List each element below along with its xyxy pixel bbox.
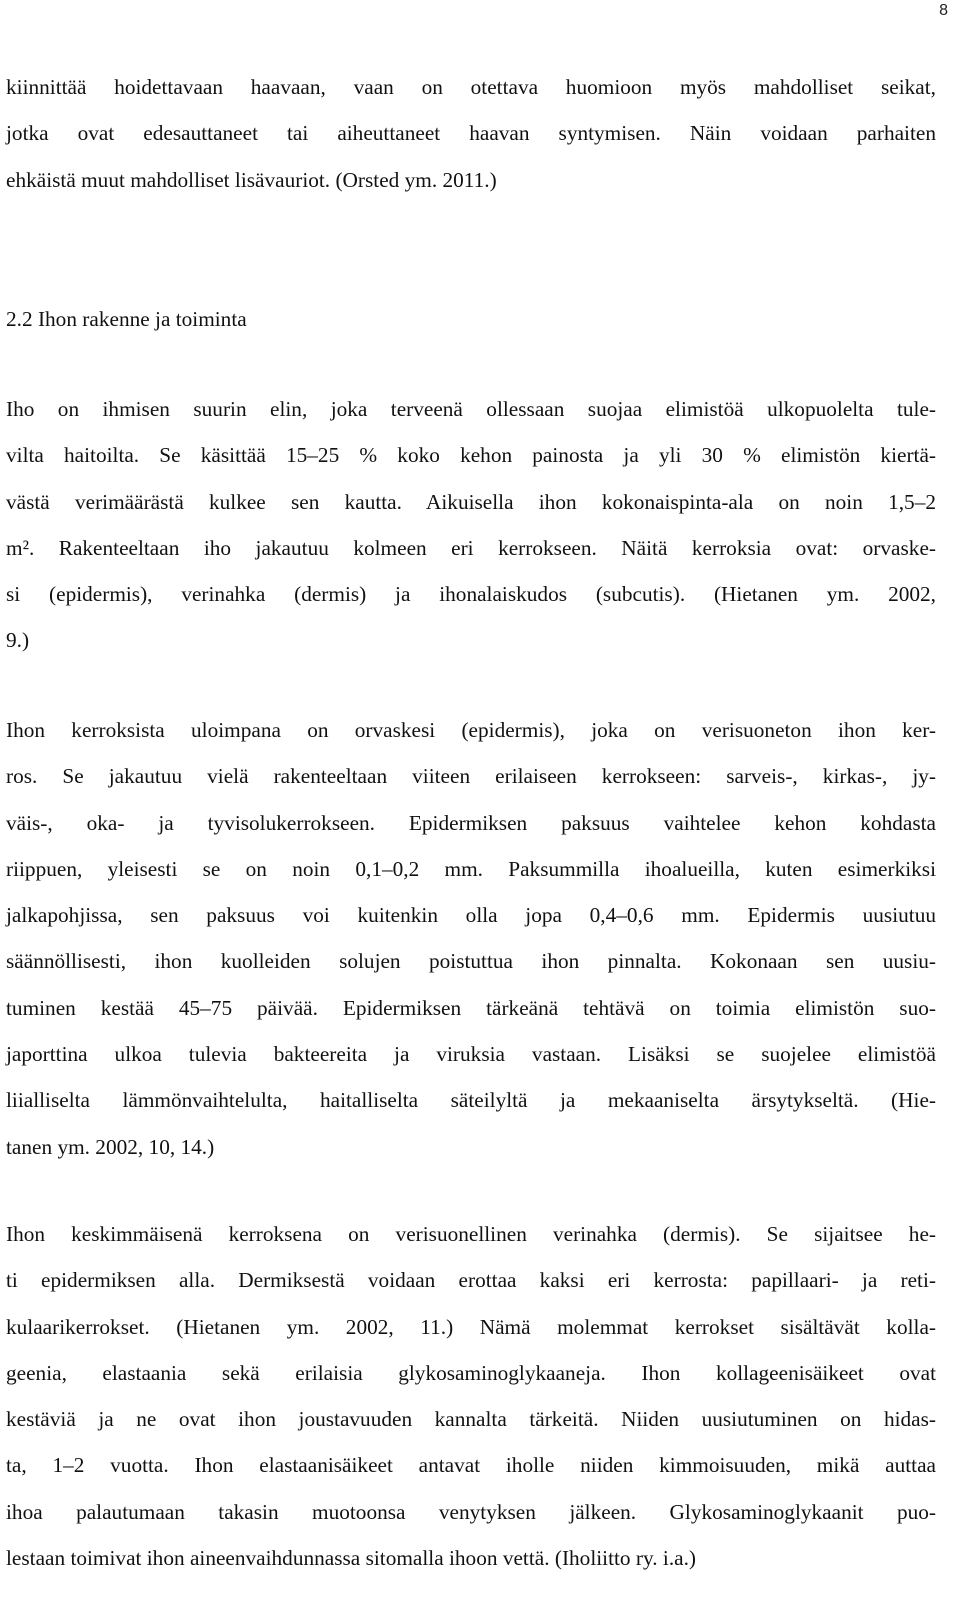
text-line: 9.) xyxy=(6,628,30,653)
paragraph-dermis xyxy=(6,1211,936,1581)
text-line: liialliselta lämmönvaihtelulta, haitalliselta säteilyltä ja mekaaniselta ärsytykseltä. (Hie- xyxy=(6,1088,936,1113)
paragraph-epidermis xyxy=(6,707,936,1170)
text-line: kiinnittää hoidettavaan haavaan, vaan on otettava huomioon myös mahdolliset seikat, xyxy=(6,75,936,99)
text-line: säännöllisesti, ihon kuolleiden solujen poistuttua ihon pinnalta. Kokonaan sen uusiu- xyxy=(6,949,936,974)
text-line: ros. Se jakautuu vielä rakenteeltaan viiteen erilaiseen kerrokseen: sarveis-, kirkas-, jy- xyxy=(6,764,936,789)
text-line: m². Rakenteeltaan iho jakautuu kolmeen eri kerrokseen. Näitä kerroksia ovat: orvaske- xyxy=(6,535,936,560)
section-heading: 2.2 Ihon rakenne ja toiminta xyxy=(6,307,247,331)
text-line: Ihon kerroksista uloimpana on orvaskesi (epidermis), joka on verisuoneton ihon ker- xyxy=(6,718,936,742)
text-line: kestäviä ja ne ovat ihon joustavuuden kannalta tärkeitä. Niiden uusiutuminen on hidas- xyxy=(6,1407,936,1432)
text-line: västä verimäärästä kulkee sen kautta. Aikuisella ihon kokonaispinta-ala on noin 1,5–2 xyxy=(6,489,936,514)
text-line: kulaarikerrokset. (Hietanen ym. 2002, 11.) Nämä molemmat kerrokset sisältävät kolla- xyxy=(6,1314,936,1339)
text-line: ihoa palautumaan takasin muotoonsa venytyksen jälkeen. Glykosaminoglykaanit puo- xyxy=(6,1499,936,1524)
text-line: väis-, oka- ja tyvisolukerrokseen. Epidermiksen paksuus vaihtelee kehon kohdasta xyxy=(6,810,936,835)
text-line: Iho on ihmisen suurin elin, joka terveenä ollessaan suojaa elimistöä ulkopuolelta tule- xyxy=(6,397,936,421)
text-line: tuminen kestää 45–75 päivää. Epidermiksen tärkeänä tehtävä on toimia elimistön suo- xyxy=(6,995,936,1020)
intro-paragraph xyxy=(6,64,936,203)
text-line: riippuen, yleisesti se on noin 0,1–0,2 mm. Paksummilla ihoalueilla, kuten esimerkiksi xyxy=(6,856,936,881)
text-line: ehkäistä muut mahdolliset lisävauriot. (Orsted ym. 2011.) xyxy=(6,167,497,192)
paragraph-skin-overview xyxy=(6,386,936,664)
text-line: japorttina ulkoa tulevia bakteereita ja viruksia vastaan. Lisäksi se suojelee elimistöä xyxy=(6,1042,936,1067)
text-line: Ihon keskimmäisenä kerroksena on verisuonellinen verinahka (dermis). Se sijaitsee he- xyxy=(6,1222,936,1246)
text-line: tanen ym. 2002, 10, 14.) xyxy=(6,1134,215,1159)
text-line: jalkapohjissa, sen paksuus voi kuitenkin olla jopa 0,4–0,6 mm. Epidermis uusiutuu xyxy=(6,903,936,928)
text-line: vilta haitoilta. Se käsittää 15–25 % koko kehon painosta ja yli 30 % elimistön kiertä- xyxy=(6,443,936,468)
text-line: jotka ovat edesauttaneet tai aiheuttaneet haavan syntymisen. Näin voidaan parhaiten xyxy=(6,121,936,146)
text-line: geenia, elastaania sekä erilaisia glykosaminoglykaaneja. Ihon kollageenisäikeet ovat xyxy=(6,1360,936,1385)
text-line: ti epidermiksen alla. Dermiksestä voidaan erottaa kaksi eri kerrosta: papillaari- ja reti- xyxy=(6,1268,936,1293)
text-line: si (epidermis), verinahka (dermis) ja ihonalaiskudos (subcutis). (Hietanen ym. 2002, xyxy=(6,582,936,607)
page-number: 8 xyxy=(939,2,948,19)
text-line: lestaan toimivat ihon aineenvaihdunnassa sitomalla ihoon vettä. (Iholiitto ry. i.a.) xyxy=(6,1546,697,1571)
text-line: ta, 1–2 vuotta. Ihon elastaanisäikeet antavat iholle niiden kimmoisuuden, mikä auttaa xyxy=(6,1453,936,1478)
